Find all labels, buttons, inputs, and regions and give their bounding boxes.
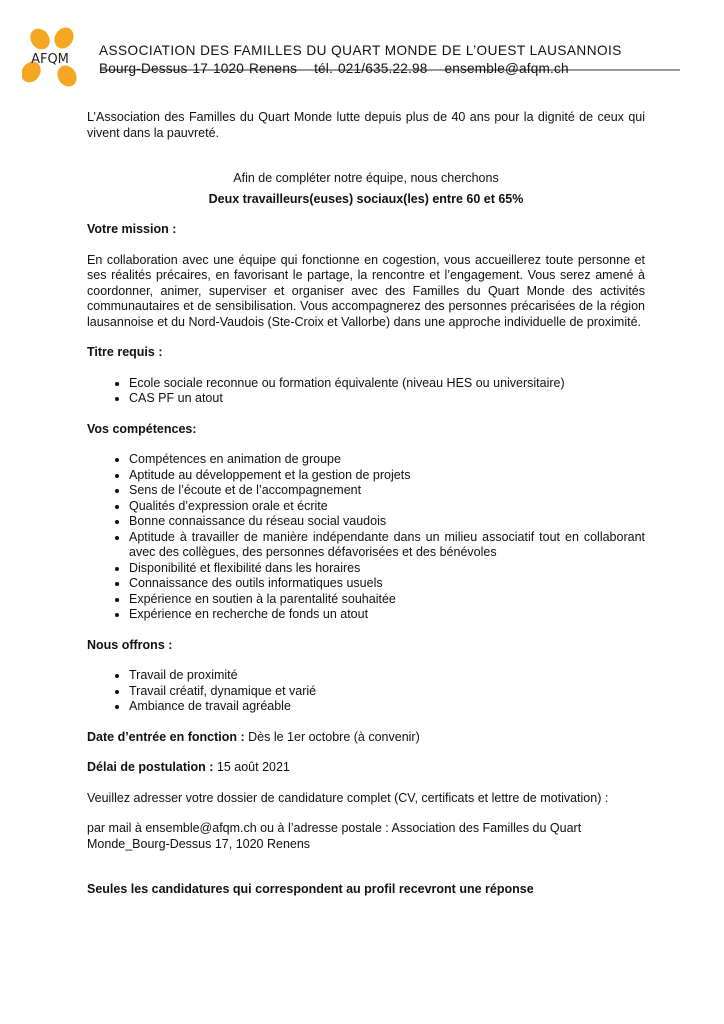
- list-item: • Aptitude à travailler de manière indépendante dans un milieu associatif tout en collaborant avec des collègues, des personnes défavorisées et des bénévoles: [129, 530, 645, 561]
- org-address: Bourg-Dessus 17 1020 Renens: [99, 61, 298, 76]
- org-info: [99, 42, 622, 78]
- deadline-value: 15 août 2021: [216, 760, 290, 774]
- apply-paragraph: Veuillez adresser votre dossier de candidature complet (CV, certificats et lettre de motivation) :: [87, 790, 609, 805]
- list-item: • Disponibilité et flexibilité dans les horaires: [129, 561, 645, 577]
- intro-paragraph: L’Association des Familles du Quart Monde lutte depuis plus de 40 ans pour la dignité de ceux qui vivent dans la pauvreté.: [87, 110, 645, 140]
- start-date-value: Dès le 1er octobre (à convenir): [248, 729, 420, 744]
- requirements-title: Titre requis :: [87, 345, 163, 359]
- list-item: • Compétences en animation de groupe: [129, 452, 645, 468]
- org-name: ASSOCIATION DES FAMILLES DU QUART MONDE DE L’OUEST LAUSANNOIS: [99, 43, 622, 58]
- offer-list: [87, 668, 645, 715]
- list-item: • Expérience en recherche de fonds un atout: [129, 607, 645, 623]
- mission-text: En collaboration avec une équipe qui fonctionne en cogestion, vous accueillerez toute personne et ses réalités précaires, en favorisant le partage, la rencontre et l’engagement. Vous serez amené à coordonner, animer, superviser et organiser avec des Familles du Quart Monde des activités communautaires et de sensibilisation. Vous accompagnerez des personnes précarisées de la région lausannoise et du Nord-Vaudois (Ste-Croix et Vallorbe) dans une approche individuelle de proximité.: [87, 252, 645, 329]
- list-item: • Connaissance des outils informatiques usuels: [129, 576, 645, 592]
- contact-paragraph: par mail à ensemble@afqm.ch ou à l’adresse postale : Association des Familles du Quart Monde_Bourg-Dessus 17, 1020 Renens: [87, 821, 582, 851]
- logo-text: AFQM: [31, 52, 69, 67]
- list-item: • Travail créatif, dynamique et varié: [129, 684, 645, 700]
- list-item: • Ambiance de travail agréable: [129, 699, 645, 715]
- list-item: • CAS PF un atout: [129, 391, 645, 407]
- afqm-logo: [22, 26, 102, 96]
- org-address-line: [99, 60, 622, 78]
- deadline-label: Délai de postulation :: [87, 760, 214, 774]
- list-item: • Aptitude au développement et la gestion de projets: [129, 468, 645, 484]
- requirements-list: [87, 376, 645, 407]
- deadline-line: [87, 760, 645, 776]
- list-item: • Bonne connaissance du réseau social vaudois: [129, 514, 645, 530]
- mission-title: Votre mission :: [87, 222, 177, 236]
- offer-title: Nous offrons :: [87, 637, 173, 652]
- start-date-label: Date d’entrée en fonction :: [87, 729, 245, 744]
- job-posting: [87, 110, 645, 898]
- org-email: ensemble@afqm.ch: [444, 61, 569, 76]
- org-phone: tél. 021/635.22.98: [314, 61, 428, 76]
- list-item: • Ecole sociale reconnue ou formation équivalente (niveau HES ou universitaire): [129, 376, 645, 392]
- skills-list: [87, 452, 645, 623]
- letterhead: [22, 26, 702, 96]
- list-item: • Sens de l’écoute et de l’accompagnement: [129, 483, 645, 499]
- skills-title: Vos compétences:: [87, 421, 197, 436]
- position-title: Deux travailleurs(euses) sociaux(les) entre 60 et 65%: [208, 191, 524, 206]
- footer-note: Seules les candidatures qui correspondent au profil recevront une réponse: [87, 882, 534, 896]
- start-date-line: [87, 730, 645, 746]
- list-item: • Qualités d’expression orale et écrite: [129, 499, 645, 515]
- list-item: • Expérience en soutien à la parentalité souhaitée: [129, 592, 645, 608]
- list-item: • Travail de proximité: [129, 668, 645, 684]
- call-line: Afin de compléter notre équipe, nous cherchons: [233, 171, 499, 185]
